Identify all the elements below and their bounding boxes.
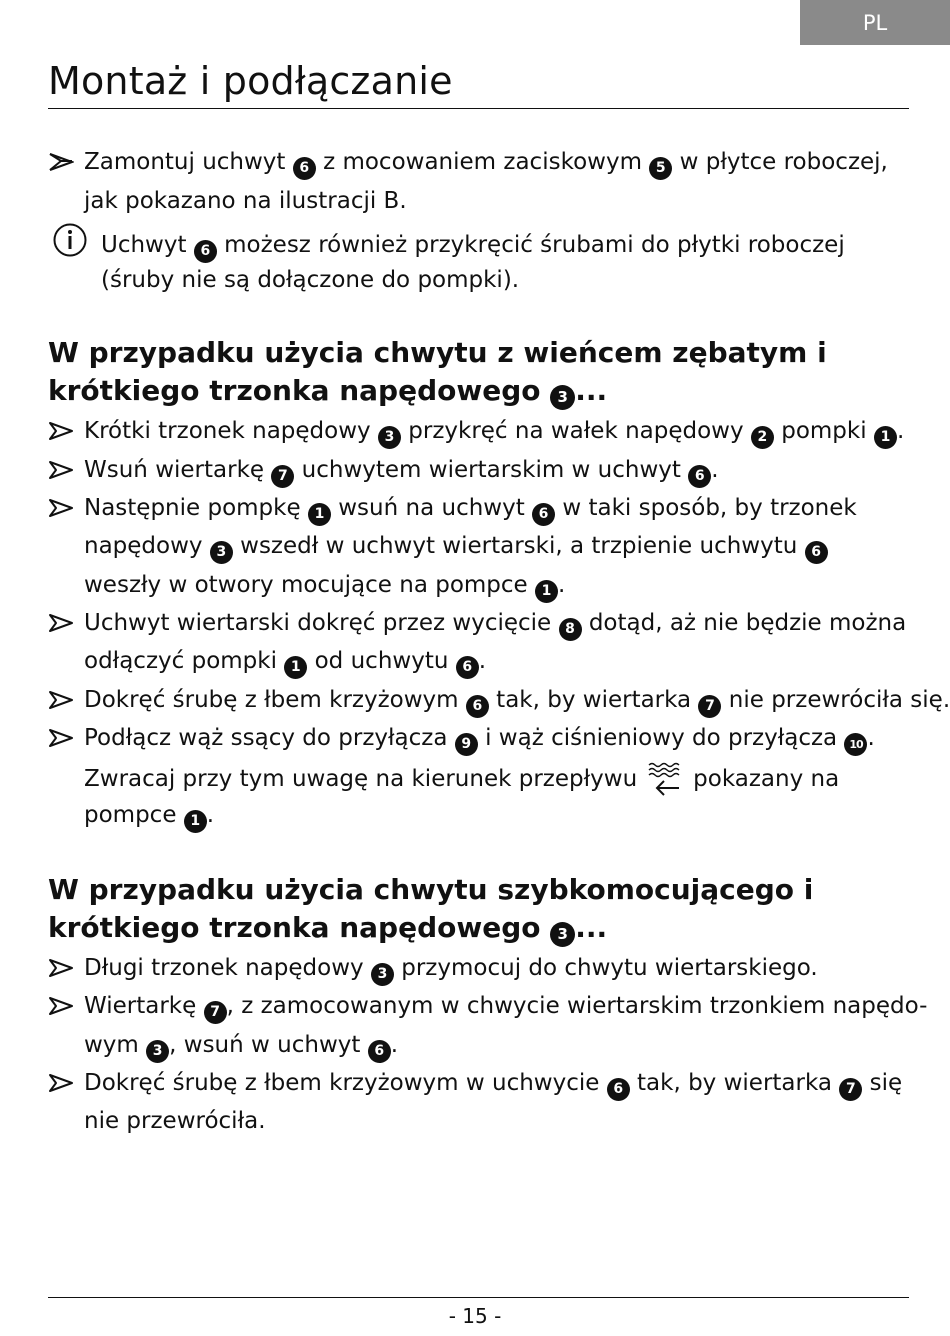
callout-number: 2: [751, 426, 774, 449]
callout-number: 3: [146, 1040, 169, 1063]
hollow-arrow-icon: [48, 151, 74, 173]
step-text: Wsuń wiertarkę 7 uchwytem wiertarskim w uchwyt 6 .: [84, 454, 912, 488]
callout-number: 10: [844, 733, 867, 756]
step-text: weszły w otwory mocujące na pompce 1 .: [84, 569, 912, 603]
hollow-arrow-icon: [48, 459, 74, 481]
step-text: Krótki trzonek napędowy 3 przykręć na wałek napędowy 2 pompki 1 .: [84, 415, 912, 449]
callout-number: 3: [371, 963, 394, 986]
callout-number: 5: [649, 157, 672, 180]
step-text: jak pokazano na ilustracji B.: [84, 188, 407, 214]
callout-number: 7: [271, 465, 294, 488]
callout-number: 3: [210, 541, 233, 564]
step-text: odłączyć pompki 1 od uchwytu 6 .: [84, 645, 912, 679]
page-title: Montaż i podłączanie: [48, 59, 453, 103]
hollow-arrow-icon: [48, 497, 74, 519]
callout-number: 6: [805, 541, 828, 564]
callout-number: 6: [466, 695, 489, 718]
callout-number: 9: [455, 733, 478, 756]
flow-direction-icon: [645, 760, 685, 800]
callout-number: 7: [204, 1001, 227, 1024]
hollow-arrow-icon: [48, 420, 74, 442]
callout-number: 6: [607, 1078, 630, 1101]
hollow-arrow-icon: [48, 689, 74, 711]
step-text: wym 3 , wsuń w uchwyt 6 .: [84, 1029, 912, 1063]
section-heading: W przypadku użycia chwytu szybkomocującego i: [48, 873, 814, 906]
step-text: nie przewróciła.: [84, 1108, 266, 1134]
callout-number: 1: [184, 810, 207, 833]
hollow-arrow-icon: [48, 1072, 74, 1094]
note-text: (śruby nie są dołączone do pompki).: [101, 267, 520, 293]
callout-number: 8: [559, 618, 582, 641]
step-text: Uchwyt wiertarski dokręć przez wycięcie 8 dotąd, aż nie będzie można: [84, 607, 912, 641]
callout-number: 6: [293, 157, 316, 180]
footer-divider: [48, 1297, 909, 1298]
section-heading: krótkiego trzonka napędowego 3 ...: [48, 909, 607, 947]
callout-number: 3: [550, 922, 575, 947]
callout-number: 3: [550, 385, 575, 410]
callout-number: 7: [698, 695, 721, 718]
step-text: napędowy 3 wszedł w uchwyt wiertarski, a trzpienie uchwytu 6: [84, 530, 912, 564]
section-heading: W przypadku użycia chwytu z wieńcem zębatym i: [48, 336, 827, 369]
step-text: Podłącz wąż ssący do przyłącza 9 i wąż ciśnieniowy do przyłącza 10 .: [84, 722, 912, 756]
page-number: - 15 -: [448, 1304, 502, 1328]
callout-number: 6: [194, 240, 217, 263]
callout-number: 7: [839, 1078, 862, 1101]
info-icon: [52, 222, 88, 258]
callout-number: 1: [284, 656, 307, 679]
title-divider: [48, 108, 909, 109]
hollow-arrow-icon: [48, 957, 74, 979]
hollow-arrow-icon: [48, 727, 74, 749]
section-heading: krótkiego trzonka napędowego 3 ...: [48, 372, 607, 410]
step-text: Wiertarkę 7 , z zamocowanym w chwycie wiertarskim trzonkiem napędo-: [84, 990, 912, 1024]
callout-number: 1: [535, 580, 558, 603]
step-text: Dokręć śrubę z łbem krzyżowym w uchwycie 6 tak, by wiertarka 7 się: [84, 1067, 912, 1101]
callout-number: 1: [308, 503, 331, 526]
hollow-arrow-icon: [48, 995, 74, 1017]
step-text: Długi trzonek napędowy 3 przymocuj do chwytu wiertarskiego.: [84, 952, 912, 986]
callout-number: 6: [456, 656, 479, 679]
step-text: pompce 1 .: [84, 799, 912, 833]
callout-number: 6: [368, 1040, 391, 1063]
step-text: Zamontuj uchwyt 6 z mocowaniem zaciskowym 5 w płytce roboczej,: [84, 146, 912, 180]
hollow-arrow-icon: [48, 612, 74, 634]
note-text: Uchwyt 6 możesz również przykręcić śrubami do płytki roboczej: [101, 229, 912, 263]
step-text: Dokręć śrubę z łbem krzyżowym 6 tak, by wiertarka 7 nie przewróciła się.: [84, 684, 912, 718]
step-text: Zwracaj przy tym uwagę na kierunek przepływu pokazany na: [84, 760, 912, 800]
callout-number: 1: [874, 426, 897, 449]
language-tab: PL: [800, 0, 950, 45]
step-text: Następnie pompkę 1 wsuń na uchwyt 6 w taki sposób, by trzonek: [84, 492, 912, 526]
callout-number: 6: [688, 465, 711, 488]
callout-number: 3: [378, 426, 401, 449]
callout-number: 6: [532, 503, 555, 526]
